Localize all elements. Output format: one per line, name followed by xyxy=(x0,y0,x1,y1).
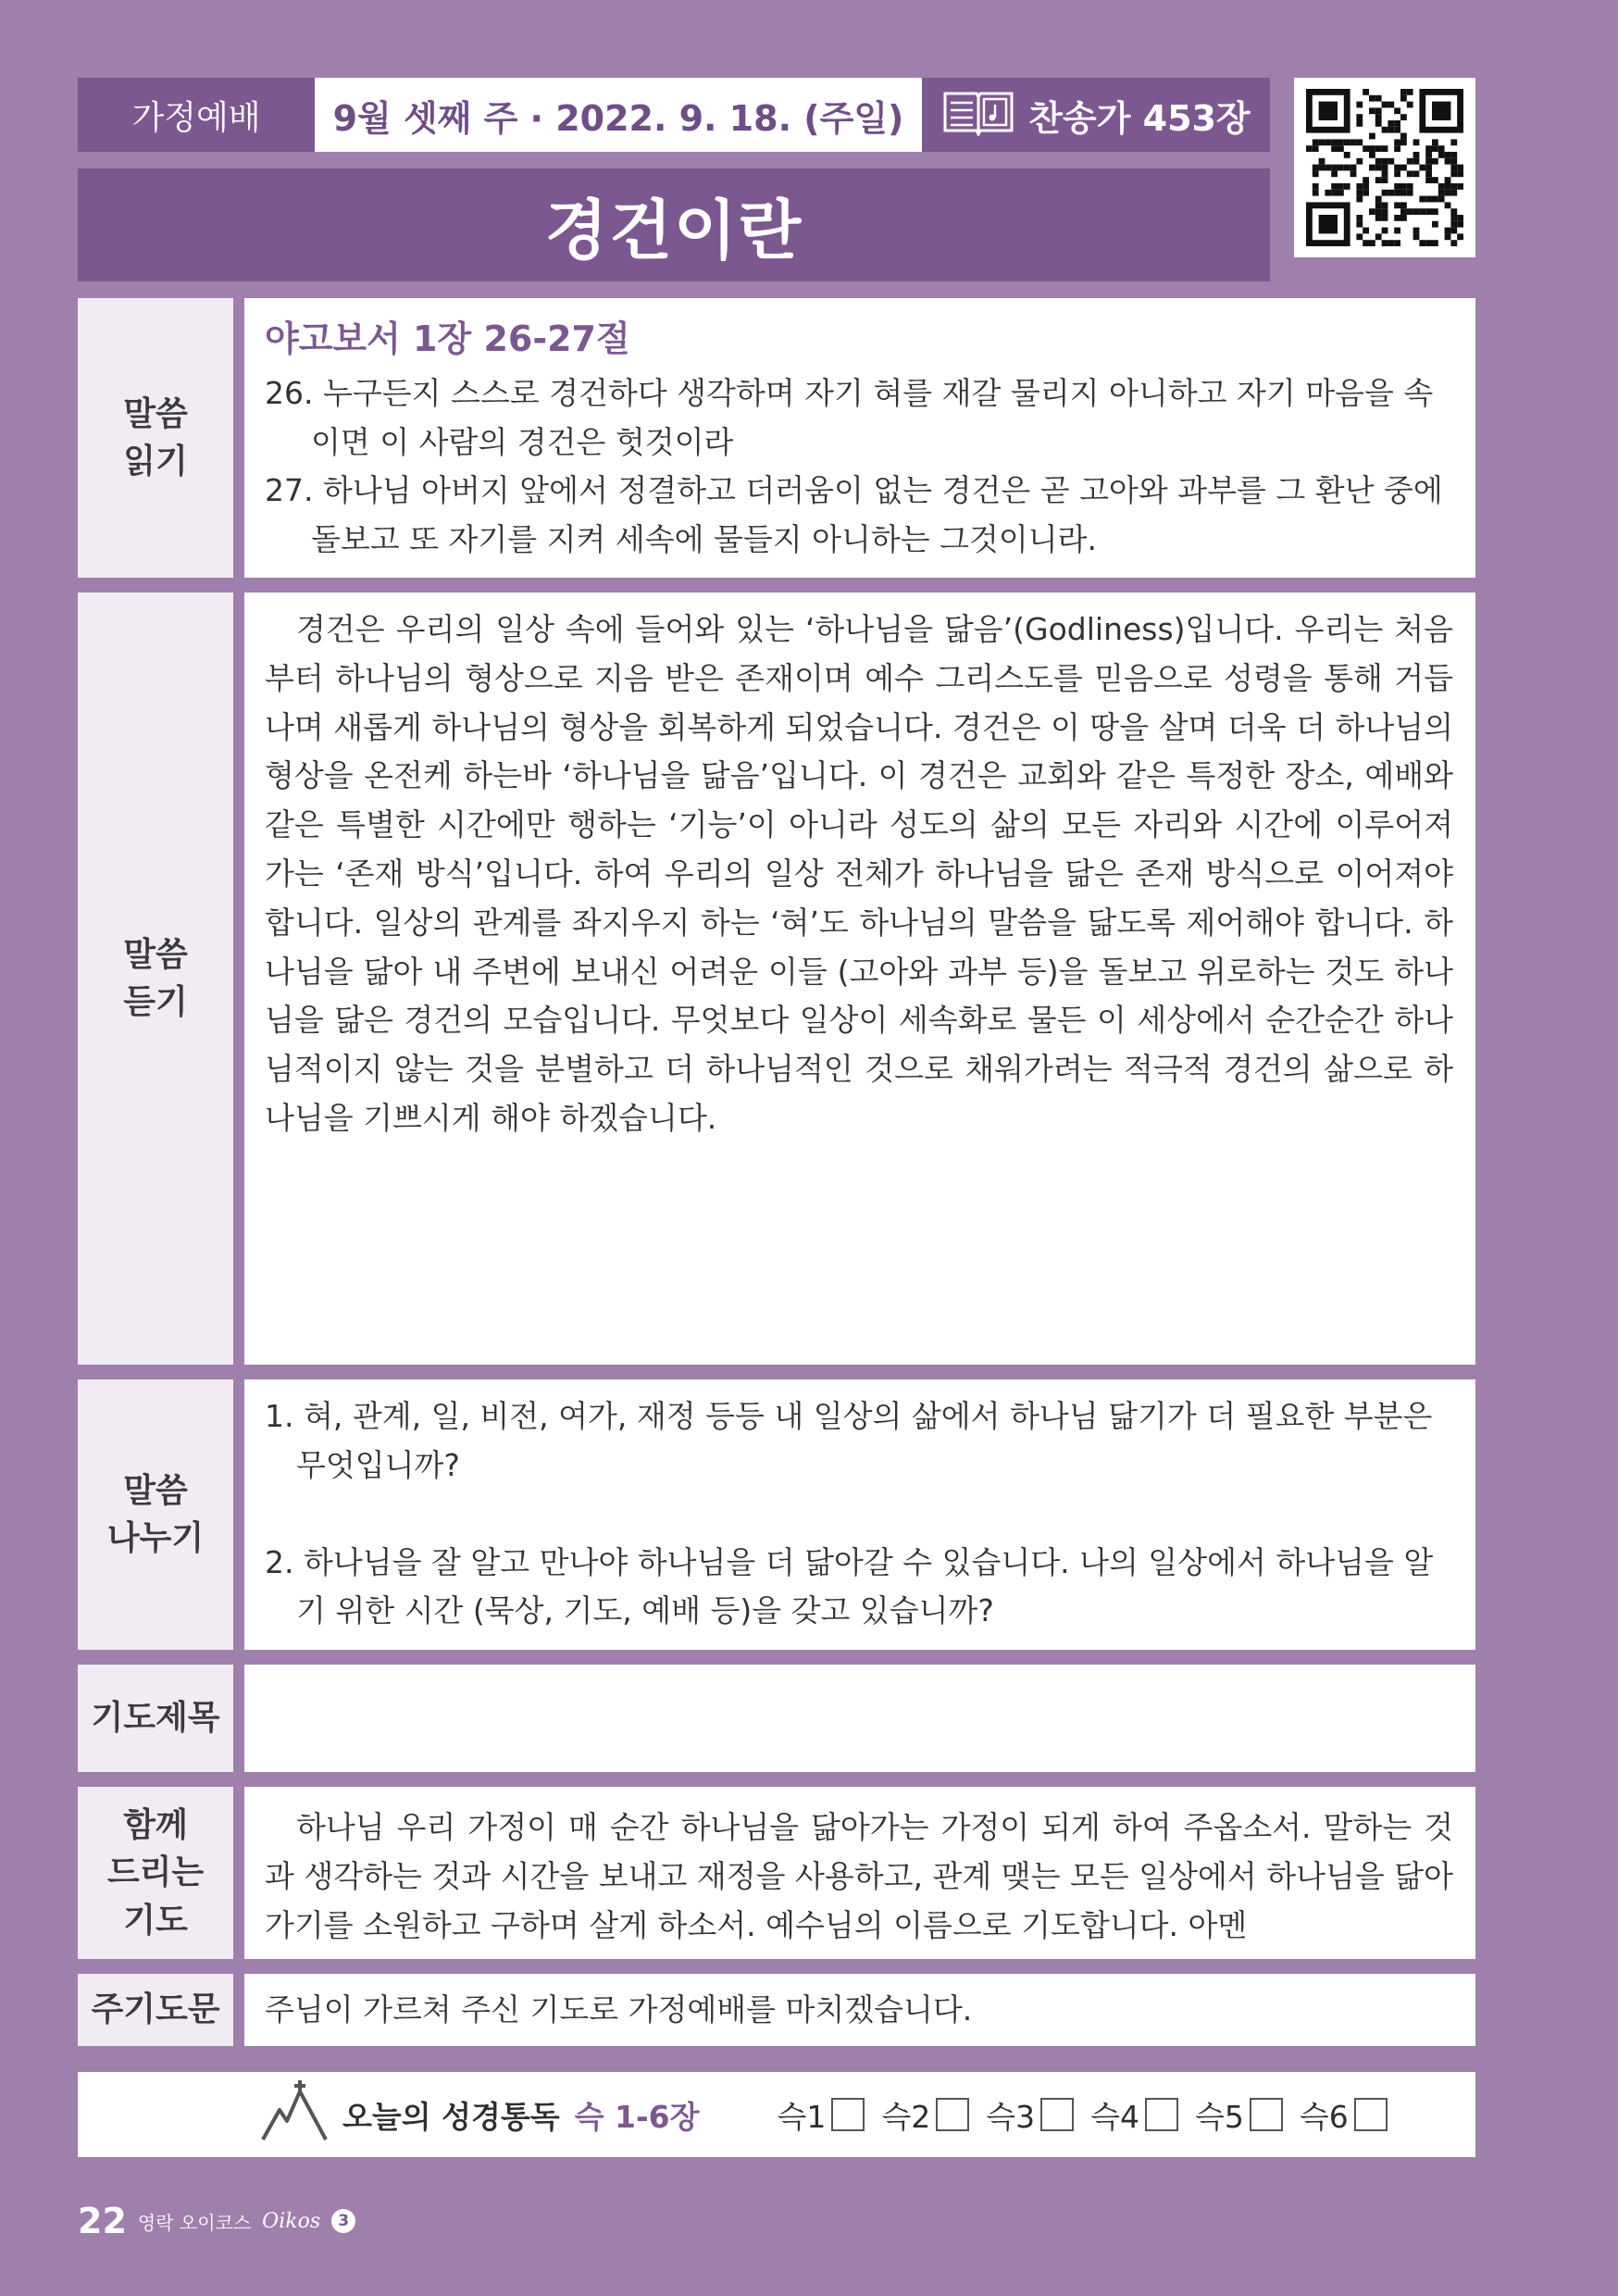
checkbox[interactable] xyxy=(1040,2098,1074,2131)
closing-label xyxy=(78,1974,233,2046)
verse-26: 26. 누구든지 스스로 경건하다 생각하며 자기 혀를 재갈 물리지 아니하고 자기 마음을 속이면 이 사람의 경건은 헛것이라 xyxy=(265,374,1434,460)
closing-content xyxy=(244,1974,1475,2046)
hymn-box xyxy=(922,78,1270,152)
listening-label xyxy=(78,593,233,1365)
prayer-label-text: 함께 드리는 기도 xyxy=(106,1806,205,1940)
sharing-content xyxy=(244,1379,1475,1650)
reading-check-4[interactable]: 슥4 xyxy=(1090,2093,1178,2137)
reading-check-6[interactable]: 슥6 xyxy=(1300,2093,1388,2137)
prayer-topics-label-text: 기도제목 xyxy=(91,1699,220,1738)
checkbox[interactable] xyxy=(1145,2098,1178,2131)
mountain-cross-icon xyxy=(259,2078,330,2151)
prayer-content xyxy=(244,1787,1475,1959)
reading-check-2[interactable]: 슥2 xyxy=(881,2093,969,2137)
prayer-topics-label xyxy=(78,1665,233,1772)
closing-label-text: 주기도문 xyxy=(91,1990,220,2029)
publication-name: 영락 오이코스 xyxy=(137,2211,252,2234)
checkbox[interactable] xyxy=(831,2098,865,2131)
category-badge xyxy=(78,78,315,152)
prayer-label xyxy=(78,1787,233,1959)
reading-check-1[interactable]: 슥1 xyxy=(778,2093,865,2137)
qr-code-icon xyxy=(1306,89,1463,246)
page-number: 22 xyxy=(78,2201,127,2241)
verse-27: 27. 하나님 아버지 앞에서 정결하고 더러움이 없는 경건은 곧 고아와 과부를 그 환난 중에 돌보고 또 자기를 지켜 세속에 물들지 아니하는 그것이니라. xyxy=(265,472,1443,558)
page-title-bar xyxy=(78,168,1270,281)
category-label: 가정예배 xyxy=(131,98,261,137)
hymn-number: 찬송가 453장 xyxy=(1028,97,1251,139)
checkbox[interactable] xyxy=(936,2098,969,2131)
checkbox[interactable] xyxy=(1354,2098,1388,2131)
scripture-reference: 야고보서 1장 26-27절 xyxy=(265,318,630,359)
question-2: 2. 하나님을 잘 알고 만나야 하나님을 더 닮아갈 수 있습니다. 나의 일상에서 하나님을 알기 위한 시간 (묵상, 기도, 예배 등)을 갖고 있습니까? xyxy=(265,1543,1434,1629)
question-1: 1. 혀, 관계, 일, 비전, 여가, 재정 등등 내 일상의 삶에서 하나님 닮기가 더 필요한 부분은 무엇입니까? xyxy=(265,1398,1433,1483)
reading-check-3[interactable]: 슥3 xyxy=(986,2093,1074,2137)
page-footer xyxy=(78,2198,355,2244)
checkbox[interactable] xyxy=(1250,2098,1283,2131)
worship-date: 9월 셋째 주 · 2022. 9. 18. (주일) xyxy=(332,97,904,139)
reading-content xyxy=(244,298,1475,578)
qr-code[interactable] xyxy=(1294,78,1475,257)
listening-label-text: 말씀 듣기 xyxy=(123,935,188,1021)
sharing-label-text: 말씀 나누기 xyxy=(106,1471,205,1557)
reading-label-text: 말씀 읽기 xyxy=(123,394,188,480)
sharing-label xyxy=(78,1379,233,1650)
page-title: 경건이란 xyxy=(544,192,803,268)
reading-label xyxy=(78,298,233,578)
prayer-topics-field[interactable] xyxy=(244,1665,1475,1772)
listening-content xyxy=(244,593,1475,1365)
sermon-text: 경건은 우리의 일상 속에 들어와 있는 ‘하나님을 닮음’(Godliness)입니다. 우리는 처음부터 하나님의 형상으로 지음 받은 존재이며 예수 그리스도를 믿음으로 성령을 통해 거듭나며 새롭게 하나님의 형상을 회복하게 되었습니다. 경건은 이 땅을 살며 더욱 더 하나님의 형상을 온전케 하는바 ‘하나님을 닮음’입니다. 이 경건은 교회와 같은 특정한 장소, 예배와 같은 특별한 시간에만 행하는 ‘기능’이 아니라 성도의 삶의 모든 자리와 시간에 이루어져 가는 ‘존재 방식’입니다. 하여 우리의 일상 전체가 하나님을 닮은 존재 방식으로 이어져야 합니다. 일상의 관계를 좌지우지 하는 ‘혀’도 하나님의 말씀을 닮도록 제어해야 합니다. 하나님을 닮아 내 주변에 보내신 어려운 이들 (고아와 과부 등)을 돌보고 위로하는 것도 하나님을 닮은 경건의 모습입니다. 무엇보다 일상이 세속화로 물든 이 세상에서 순간순간 하나님적이지 않는 것을 분별하고 더 하나님적인 것으로 채워가려는 적극적 경건의 삶으로 하나님을 기쁘시게 해야 하겠습니다. xyxy=(265,611,1453,1136)
bible-reading-range: 슥 1-6장 xyxy=(574,2098,700,2135)
bible-reading-bar xyxy=(78,2072,1475,2157)
issue-badge: 3 xyxy=(331,2209,355,2233)
bible-reading-title: 오늘의 성경통독 xyxy=(342,2098,560,2135)
reading-check-5[interactable]: 슥5 xyxy=(1195,2093,1283,2137)
oikos-logo: Oikos xyxy=(262,2209,321,2233)
closing-text: 주님이 가르쳐 주신 기도로 가정예배를 마치겠습니다. xyxy=(265,1990,973,2028)
date-box xyxy=(315,78,922,152)
prayer-text: 하나님 우리 가정이 매 순간 하나님을 닮아가는 가정이 되게 하여 주옵소서. 말하는 것과 생각하는 것과 시간을 보내고 재정을 사용하고, 관계 맺는 모든 일상에서 하나님을 닮아가기를 소원하고 구하며 살게 하소서. 예수님의 이름으로 기도합니다. 아멘 xyxy=(265,1809,1453,1943)
hymn-book-icon xyxy=(941,86,1015,144)
